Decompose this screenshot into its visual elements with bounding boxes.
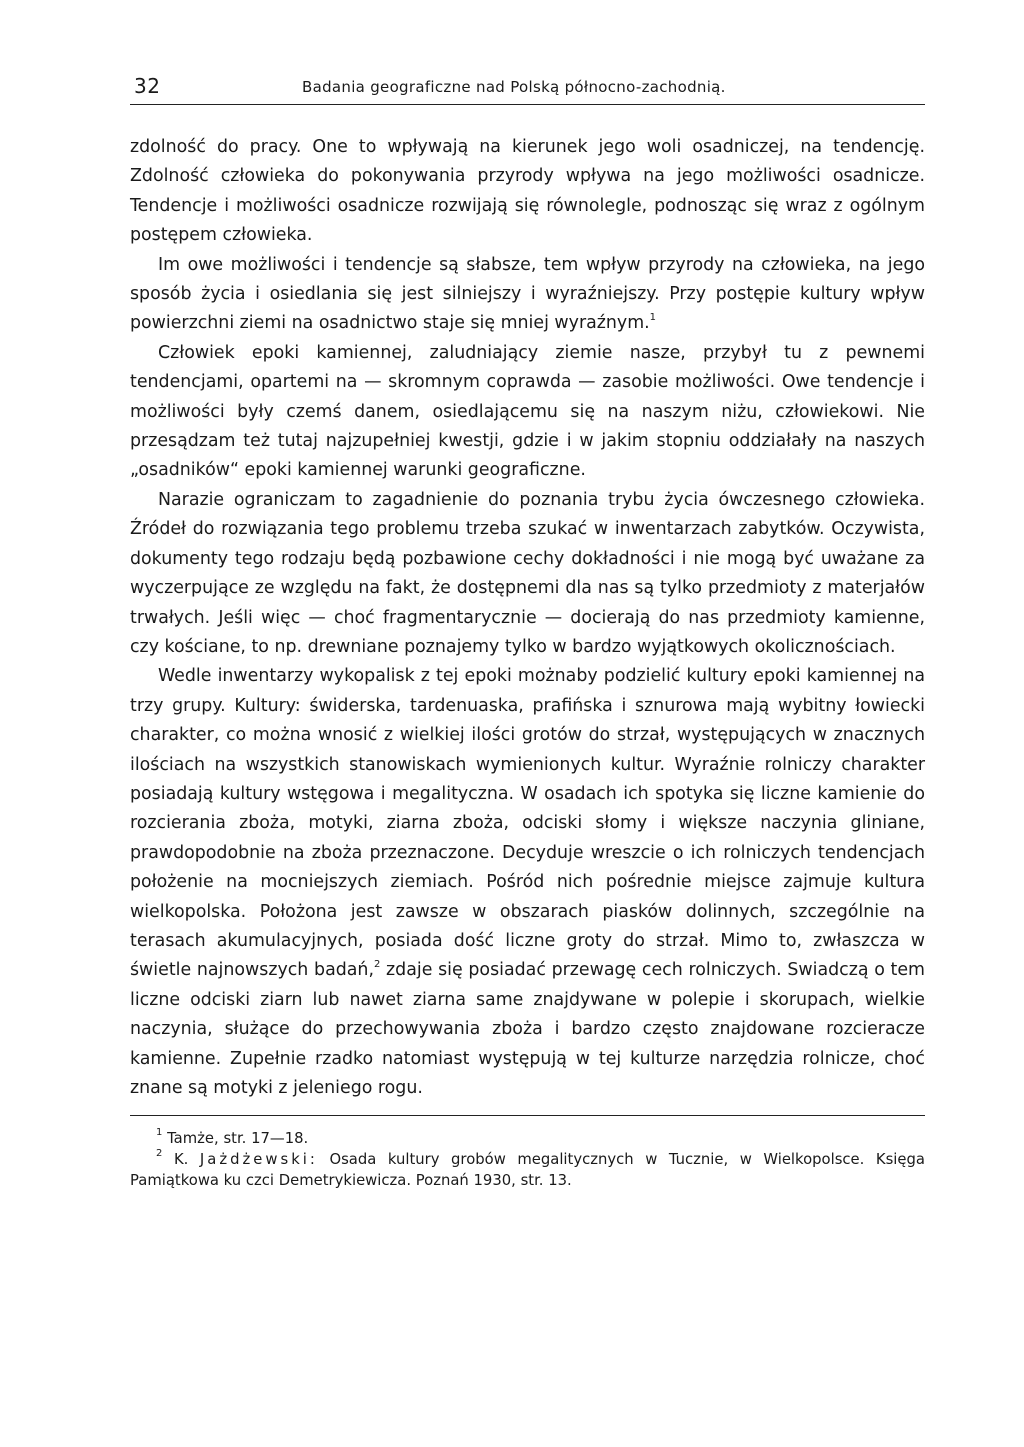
footnote-divider [130,1115,925,1116]
page-number: 32 [134,74,161,98]
paragraph [130,133,925,251]
footnote [130,1128,925,1149]
document-page [130,70,925,1191]
paragraph [130,251,925,339]
paragraph [130,339,925,486]
footnote-text: Tamże, str. 17—18. [167,1130,309,1148]
running-head: Badania geograficzne nad Polską północno-zachodnią. [302,78,726,96]
paragraph-text: zdaje się posiadać przewagę cech rolniczych. Swiadczą o tem liczne odciski ziarn lub nawet ziarna same znajdywane w polepie i skorupach, wielkie naczynia, służące do przechowywania zboża i bardzo często znajdowane rozcieracze kamienne. Zupełnie rzadko natomiast występują w tej kulturze narzędzia rolnicze, choć znane są motyki z jeleniego rogu. [130,960,925,1098]
paragraph-text: Człowiek epoki kamiennej, zaludniający ziemie nasze, przybył tu z pewnemi tendencjami, opartemi na — skromnym coprawda — zasobie możliwości. Owe tendencje i możliwości były czemś danem, osiedlającemu się na naszym niżu, człowiekowi. Nie przesądzam też tutaj najzupełniej kwestji, gdzie i w jakim stopniu oddziałały na naszych „osadników“ epoki kamiennej warunki geograficzne. [130,342,925,481]
footnote-text: Osada kultury grobów megalitycznych w Tucznie, w Wielkopolsce. Księga Pamiątkowa ku czci Demetrykiewicza. Poznań 1930, str. 13. [130,1151,925,1190]
paragraph-text: zdolność do pracy. One to wpływają na kierunek jego woli osadniczej, na tendencję. Zdolność człowieka do pokonywania przyrody wpływa na jego możliwości osadnicze. Tendencje i możliwości osadnicze rozwijają się równolegle, podnosząc się wraz z ogólnym postępem człowieka. [130,137,925,246]
paragraph [130,486,925,662]
paragraph-text: Narazie ograniczam to zagadnienie do poznania trybu życia ówczesnego człowieka. Źródeł do rozwiązania tego problemu trzeba szukać w inwentarzach zabytków. Oczywista, dokumenty tego rodzaju będą pozbawione cechy dokładności i nie mogą być uważane za wyczerpujące ze względu na fakt, że dostępnemi dla nas są tylko przedmioty z materjałów trwałych. Jeśli więc — choć fragmentarycznie — docierają do nas przedmioty kamienne, czy kościane, to np. drewniane poznajemy tylko w bardzo wyjątkowych okolicznościach. [130,489,925,657]
paragraph-text: Wedle inwentarzy wykopalisk z tej epoki możnaby podzielić kultury epoki kamiennej na trzy grupy. Kultury: świderska, tardenuaska, prafińska i sznurowa mają wybitny łowiecki charakter, co można wnosić z wielkiej ilości grotów do strzał, występujących w znacznych ilościach na wszystkich stanowiskach wymienionych kultur. Wyraźnie rolniczy charakter posiadają kultury wstęgowa i megalityczna. W osadach ich spotyka się liczne kamienie do rozcierania zboża, motyki, ziarna zboża, odciski słomy i większe naczynia gliniane, prawdopodobnie na zboża przeznaczone. Decyduje wreszcie o ich rolniczych tendencjach położenie na mocniejszych ziemiach. Pośród nich pośrednie miejsce zajmuje kultura wielkopolska. Położona jest zawsze w obszarach piasków dolinnych, szczególnie na terasach akumulacyjnych, posiada dość liczne groty do strzał. Mimo to, zwłaszcza w świetle najnowszych badań, [130,666,925,981]
body-text [130,133,925,1103]
footnote-ref[interactable]: 1 [649,311,657,323]
footnotes [130,1128,925,1191]
footnote-marker: 2 [156,1148,163,1160]
footnote-author: Jażdżewski: [199,1151,318,1169]
footnote-ref[interactable]: 2 [373,958,381,970]
footnote-prefix: K. [173,1151,189,1169]
footnote [130,1149,925,1191]
page-header [130,70,925,105]
footnote-marker: 1 [156,1127,163,1139]
paragraph [130,662,925,1103]
paragraph-text: Im owe możliwości i tendencje są słabsze, tem wpływ przyrody na człowieka, na jego sposób życia i osiedlania się jest silniejszy i wyraźniejszy. Przy postępie kultury wpływ powierzchni ziemi na osadnictwo staje się mniej wyraźnym. [130,254,925,334]
